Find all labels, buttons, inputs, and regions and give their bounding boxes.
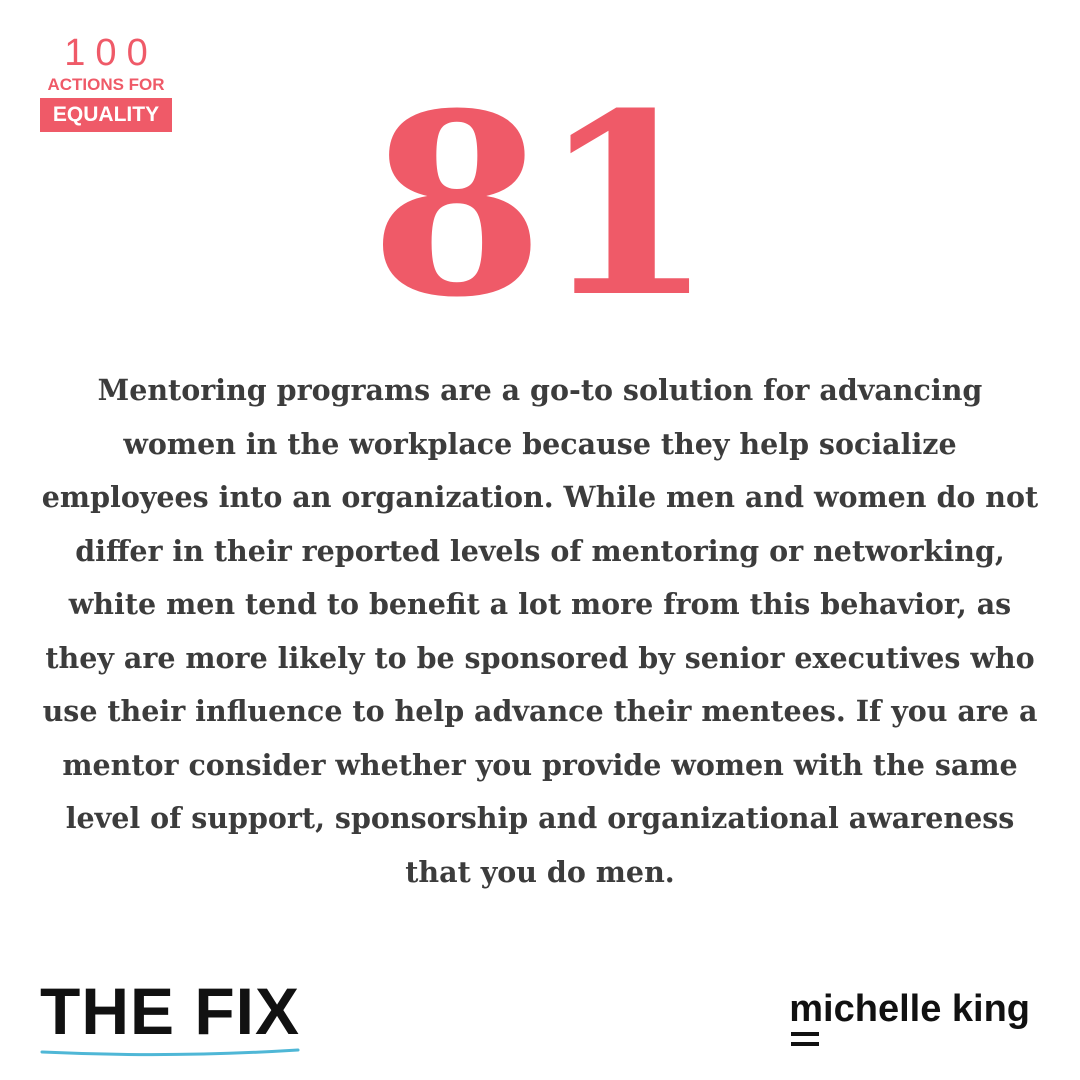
the-fix-logo xyxy=(40,974,302,1058)
michelle-king-logo-text: michelle king xyxy=(789,988,1030,1030)
badge-subtitle: ACTIONS FOR xyxy=(47,75,165,94)
action-description: Mentoring programs are a go-to solution for advancing women in the workplace because they help socialize employees into an organization. While men and women do not differ in their reported levels of mentoring or networking, white men tend to benefit a lot more from this behavior, as they are more likely to be sponsored by senior executives who use their influence to help advance their mentees. If you are a mentor consider whether you provide women with the same level of support, sponsorship and organizational awareness that you do men. xyxy=(41,373,1039,889)
action-number: 81 xyxy=(370,58,710,352)
the-fix-logo-text: THE FIX xyxy=(40,974,301,1048)
michelle-king-logo xyxy=(789,984,1030,1050)
badge-number: 100 xyxy=(64,32,158,74)
badge-highlight: EQUALITY xyxy=(40,98,172,132)
equals-bars-icon xyxy=(789,1032,821,1048)
